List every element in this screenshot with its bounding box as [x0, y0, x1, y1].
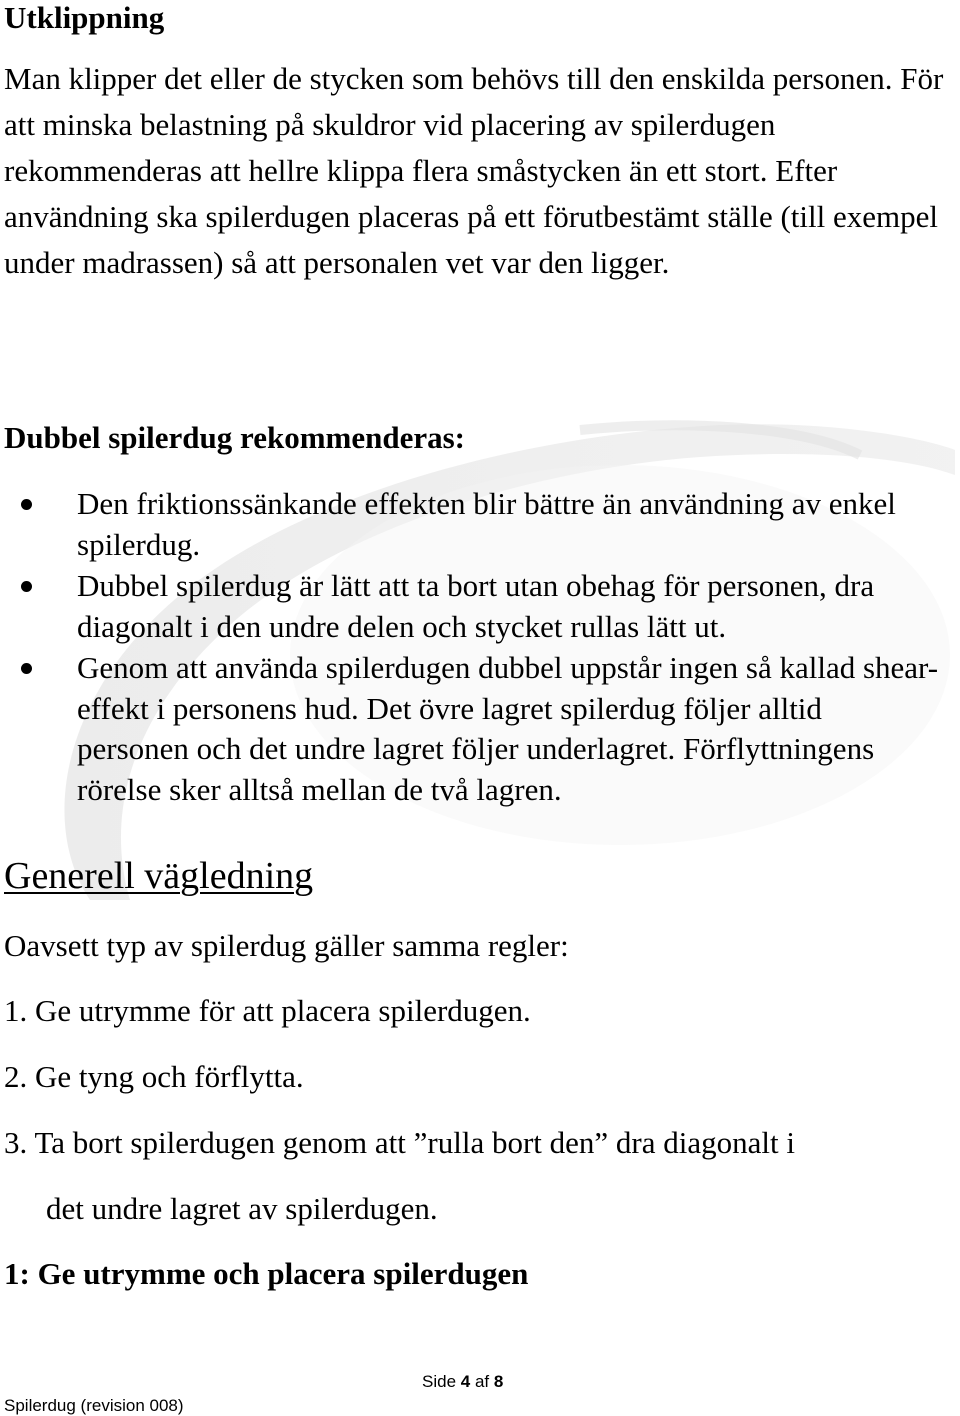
intro-paragraph: Man klipper det eller de stycken som behövs till den enskilda personen. För att minska belastning på skuldror vid placering av spilerdugen rekommenderas att hellre klippa flera småstycken än ett stort. Efter användning ska spilerdugen placeras på ett förutbestämt ställe (till exempel under madrassen) så att personalen vet var den ligger. [4, 61, 944, 280]
bullet-icon [21, 499, 32, 510]
page-of: af [474, 1372, 490, 1391]
page-number [422, 1372, 503, 1392]
list-item [0, 566, 940, 647]
rule-item-continuation: det undre lagret av spilerdugen. [46, 1191, 438, 1226]
bullet-icon [21, 581, 32, 592]
dubbel-heading: Dubbel spilerdug rekommenderas: [4, 420, 466, 455]
rules-intro: Oavsett typ av spilerdug gäller samma regler: [4, 928, 569, 963]
section-title: Utklippning [4, 0, 165, 35]
rule-item: 1. Ge utrymme för att placera spilerdugen. [4, 993, 531, 1028]
rule-item: 3. Ta bort spilerdugen genom att ”rulla bort den” dra diagonalt i [4, 1125, 795, 1160]
list-item [0, 484, 940, 565]
document-label: Spilerdug (revision 008) [4, 1396, 184, 1415]
list-item-text: Den friktionssänkande effekten blir bättre än användning av enkel spilerdug. [77, 486, 896, 562]
list-item [0, 648, 940, 810]
page-total: 8 [493, 1372, 504, 1391]
recommendation-list [0, 484, 940, 811]
page-current: 4 [460, 1372, 471, 1391]
list-item-text: Genom att använda spilerdugen dubbel uppstår ingen så kallad shear-effekt i personens hud. Det övre lagret spilerdug följer alltid personen och det undre lagret följer underlagret. Förflyttningens rörelse sker alltså mellan de två lagren. [77, 650, 939, 807]
bullet-icon [21, 663, 32, 674]
list-item-text: Dubbel spilerdug är lätt att ta bort utan obehag för personen, dra diagonalt i den undre delen och stycket rullas lätt ut. [77, 568, 875, 644]
step-heading: 1: Ge utrymme och placera spilerdugen [4, 1256, 529, 1291]
rule-item: 2. Ge tyng och förflytta. [4, 1059, 304, 1094]
general-guidance-heading: Generell vägledning [4, 855, 314, 897]
page-prefix: Side [422, 1372, 457, 1391]
